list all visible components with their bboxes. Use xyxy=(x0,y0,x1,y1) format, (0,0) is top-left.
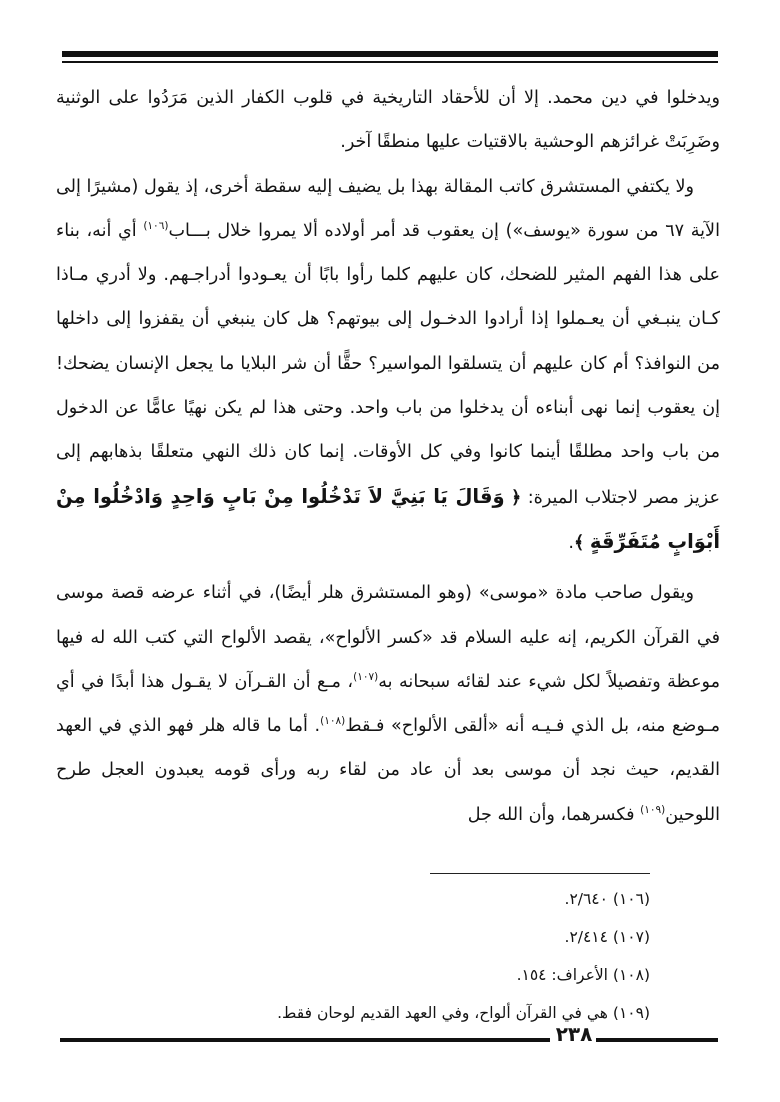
footnote-109: (١٠٩) هي في القرآن ألواح، وفي العهد القديم لوحان فقط. xyxy=(277,1004,650,1022)
paragraph-3-text-d: فكسرهما، وأن الله جل xyxy=(467,804,641,825)
footnote-separator xyxy=(430,873,650,874)
page-body xyxy=(56,76,720,837)
footnote-106: (١٠٦) ٢/٦٤٠. xyxy=(564,890,650,908)
top-rule-thin xyxy=(62,61,718,63)
footnote-ref-107[interactable]: (١٠٧) xyxy=(353,671,379,683)
paragraph-3-text-a: ويقول صاحب مادة «موسى» (وهو المستشرق هلر أيضًا)، في أثناء عرضه قصة موسى في القرآن الكريم، إنه عليه السلام قد «كسر الألواح»، يقصد الألواح التي كتب الله له فيها موعظة وتفصيلاً لكل شيء عند لقائه سبحانه به xyxy=(56,583,720,692)
paragraph-1 xyxy=(56,76,720,165)
paragraph-3 xyxy=(56,571,720,837)
quran-open-bracket: ﴿ xyxy=(510,487,522,508)
footnote-ref-106[interactable]: (١٠٦) xyxy=(143,220,169,233)
footnote-ref-109[interactable]: (١٠٩) xyxy=(640,803,666,816)
top-rule-thick xyxy=(62,51,718,57)
bottom-rule-left xyxy=(60,1038,550,1042)
footnote-107: (١٠٧) ٢/٤١٤. xyxy=(564,928,650,946)
paragraph-3-text-c: . أما ما قاله هلر فهو الذي في العهد القديم، حيث نجد أن موسى بعد أن عاد من لقاء ربه ورأى قومه يعبدون العجل طرح اللوحين xyxy=(56,716,720,825)
quran-verse: وَقَالَ يَا بَنِيَّ لاَ تَدْخُلُوا مِنْ بَابٍ وَاحِدٍ وَادْخُلُوا مِنْ أَبْوَابٍ مُتَفَرِّقَةٍ xyxy=(56,484,720,553)
page-number: ٢٣٨ xyxy=(555,1022,593,1046)
footnote-108: (١٠٨) الأعراف: ١٥٤. xyxy=(516,966,650,984)
bottom-rule-right xyxy=(596,1038,718,1042)
footnote-ref-108[interactable]: (١٠٨) xyxy=(320,715,346,728)
paragraph-2-text-a: ولا يكتفي المستشرق كاتب المقالة بهذا بل يضيف إليه سقطة أخرى، إذ يقول (مشيرًا إلى الآية ٦٧ من سورة «يوسف») إن يعقوب قد أمر أولاده ألا يمروا خلال بـــاب xyxy=(56,176,720,241)
quran-close-bracket: ﴾ xyxy=(574,532,585,553)
paragraph-1-text: ويدخلوا في دين محمد. إلا أن للأحقاد التاريخية في قلوب الكفار الذين مَرَدُوا على الوثنية وضَرِبَتْ غرائزهم الوحشية بالاقتيات عليها منطقًا آخر. xyxy=(56,88,720,153)
footnotes xyxy=(230,880,650,1032)
paragraph-2-end: . xyxy=(568,532,574,553)
paragraph-2-text-b: أي أنه، بناء على هذا الفهم المثير للضحك، كان عليهم كلما رأوا بابًا أن يعـودوا أدراجـهم. ولا أدري مـاذا كـان ينبـغي أن يعـملوا إذا أرادوا الدخـول إلى بيوتهم؟ هل كان ينبغي أن يقفزوا إلى داخلها من النوافذ؟ أم كان عليهم أن يتسلقوا المواسير؟ حقًّا أن شر البلايا ما يجعل الإنسان يضحك! إن يعقوب إنما نهى أبناءه أن يدخلوا من باب واحد. وحتى هذا لم يكن نهيًا عامًّا عن الدخول من باب واحد مطلقًا أينما كانوا وفي كل الأوقات. إنما كان ذلك النهي متعلقًا بذهابهم إلى عزيز مصر لاجتلاب الميرة: xyxy=(56,220,720,508)
paragraph-3-text-b: ، مـع أن القـرآن لا يقـول هذا أبدًا في أي مـوضع منه، بل الذي فـيـه أنه «ألقى الألواح» فـقط xyxy=(56,671,720,737)
paragraph-2 xyxy=(56,165,720,566)
